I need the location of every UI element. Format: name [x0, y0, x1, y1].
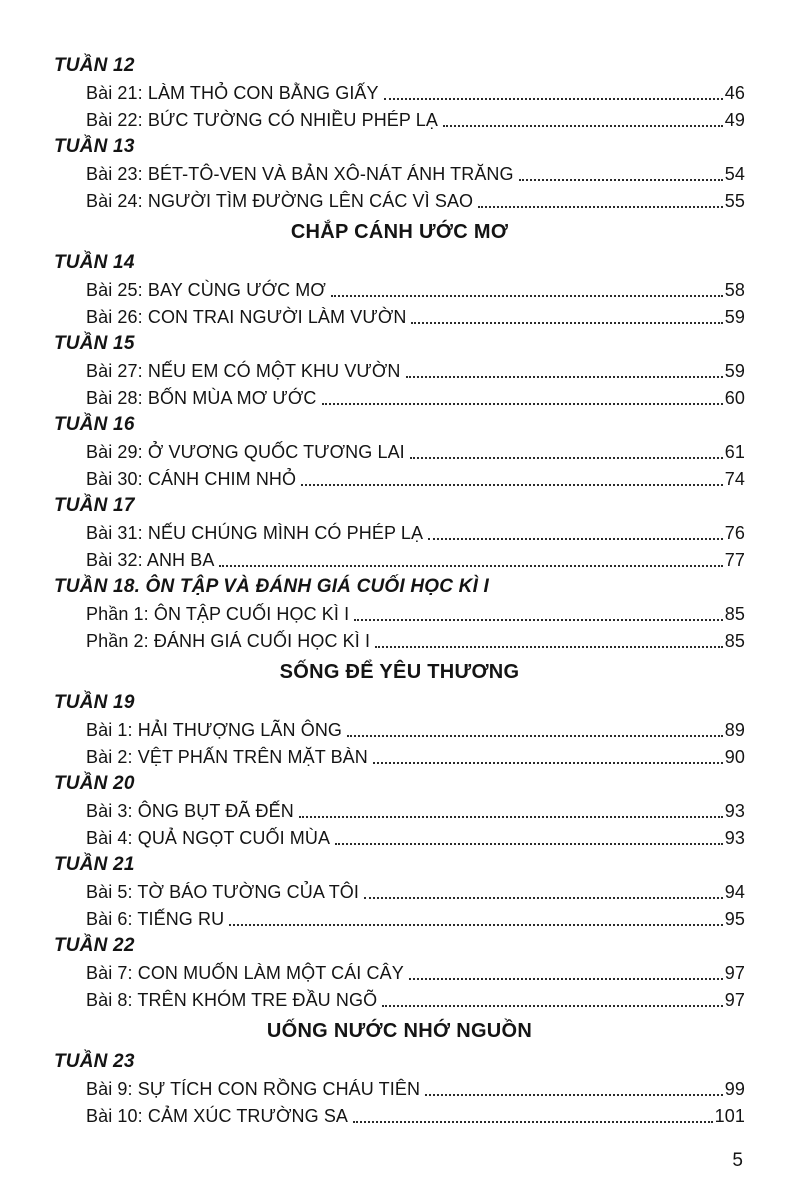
toc-entry [86, 191, 745, 211]
dot-leader [299, 816, 723, 818]
week-heading: TUẦN 17 [54, 495, 135, 516]
entry-title: Bài 25: BAY CÙNG ƯỚC MƠ [86, 280, 326, 300]
toc-entry [86, 83, 745, 103]
entry-title: Bài 31: NẾU CHÚNG MÌNH CÓ PHÉP LẠ [86, 523, 424, 543]
entry-page-number: 77 [724, 550, 745, 570]
toc-entry [86, 720, 745, 740]
entry-title: Bài 27: NẾU EM CÓ MỘT KHU VƯỜN [86, 361, 401, 381]
entry-title: Bài 3: ÔNG BỤT ĐÃ ĐẾN [86, 801, 294, 821]
toc-entry [86, 550, 745, 570]
entry-page-number: 97 [724, 990, 745, 1010]
week-heading: TUẦN 20 [54, 773, 135, 794]
week-heading: TUẦN 15 [54, 333, 135, 354]
entry-page-number: 74 [724, 469, 745, 489]
section-heading: UỐNG NƯỚC NHỚ NGUỒN [266, 1020, 533, 1042]
dot-leader [347, 735, 723, 737]
toc-entry [86, 523, 745, 543]
dot-leader [335, 843, 723, 845]
toc-entry [86, 604, 745, 624]
entry-title: Bài 7: CON MUỐN LÀM MỘT CÁI CÂY [86, 963, 404, 983]
entry-page-number: 76 [724, 523, 745, 543]
entry-page-number: 55 [724, 191, 745, 211]
page-number: 5 [732, 1150, 743, 1171]
dot-leader [406, 376, 723, 378]
dot-leader [373, 762, 723, 764]
entry-page-number: 101 [714, 1106, 745, 1126]
entry-title: Bài 6: TIẾNG RU [86, 909, 225, 929]
section-heading: SỐNG ĐỂ YÊU THƯƠNG [279, 661, 520, 683]
entry-title: Bài 24: NGƯỜI TÌM ĐƯỜNG LÊN CÁC VÌ SAO [86, 191, 474, 211]
dot-leader [322, 403, 723, 405]
entry-title: Bài 2: VỆT PHẤN TRÊN MẶT BÀN [86, 747, 368, 767]
entry-title: Bài 4: QUẢ NGỌT CUỐI MÙA [86, 828, 331, 848]
dot-leader [478, 206, 723, 208]
entry-page-number: 94 [724, 882, 745, 902]
dot-leader [301, 484, 723, 486]
toc-entry [86, 801, 745, 821]
week-heading: TUẦN 12 [54, 55, 135, 76]
entry-title: Bài 21: LÀM THỎ CON BẰNG GIẤY [86, 83, 379, 103]
entry-page-number: 61 [724, 442, 745, 462]
entry-page-number: 49 [724, 110, 745, 130]
week-heading: TUẦN 19 [54, 692, 135, 713]
entry-page-number: 90 [724, 747, 745, 767]
entry-title: Bài 30: CÁNH CHIM NHỎ [86, 469, 297, 489]
toc-entry [86, 110, 745, 130]
entry-title: Bài 5: TỜ BÁO TƯỜNG CỦA TÔI [86, 882, 360, 902]
toc-entry [86, 1106, 745, 1126]
entry-page-number: 59 [724, 307, 745, 327]
entry-title: Bài 28: BỐN MÙA MƠ ƯỚC [86, 388, 317, 408]
dot-leader [519, 179, 723, 181]
dot-leader [375, 646, 723, 648]
entry-title: Phần 1: ÔN TẬP CUỐI HỌC KÌ I [86, 604, 350, 624]
entry-title: Bài 10: CẢM XÚC TRƯỜNG SA [86, 1106, 349, 1126]
dot-leader [353, 1121, 713, 1123]
entry-page-number: 97 [724, 963, 745, 983]
toc-entry [86, 990, 745, 1010]
week-heading: TUẦN 21 [54, 854, 135, 875]
toc-entry [86, 361, 745, 381]
dot-leader [354, 619, 723, 621]
week-heading: TUẦN 16 [54, 414, 135, 435]
entry-title: Bài 29: Ở VƯƠNG QUỐC TƯƠNG LAI [86, 442, 405, 462]
week-heading: TUẦN 23 [54, 1051, 135, 1072]
section-heading: CHẮP CÁNH ƯỚC MƠ [290, 221, 509, 243]
dot-leader [382, 1005, 723, 1007]
entry-title: Bài 9: SỰ TÍCH CON RỒNG CHÁU TIÊN [86, 1079, 421, 1099]
entry-page-number: 85 [724, 631, 745, 651]
entry-page-number: 59 [724, 361, 745, 381]
entry-title: Bài 26: CON TRAI NGƯỜI LÀM VƯỜN [86, 307, 407, 327]
toc-entry [86, 963, 745, 983]
table-of-contents [54, 56, 745, 1126]
entry-page-number: 95 [724, 909, 745, 929]
week-heading: TUẦN 14 [54, 252, 135, 273]
dot-leader [425, 1094, 723, 1096]
entry-page-number: 60 [724, 388, 745, 408]
entry-page-number: 85 [724, 604, 745, 624]
entry-page-number: 93 [724, 828, 745, 848]
dot-leader [428, 538, 723, 540]
week-heading: TUẦN 18. ÔN TẬP VÀ ĐÁNH GIÁ CUỐI HỌC KÌ I [54, 576, 490, 597]
toc-entry [86, 882, 745, 902]
dot-leader [410, 457, 723, 459]
entry-title: Bài 32: ANH BA [86, 550, 215, 570]
entry-title: Bài 1: HẢI THƯỢNG LÃN ÔNG [86, 720, 343, 740]
entry-page-number: 58 [724, 280, 745, 300]
dot-leader [443, 125, 723, 127]
dot-leader [331, 295, 723, 297]
entry-title: Bài 8: TRÊN KHÓM TRE ĐẦU NGÕ [86, 990, 378, 1010]
toc-entry [86, 747, 745, 767]
entry-title: Phần 2: ĐÁNH GIÁ CUỐI HỌC KÌ I [86, 631, 371, 651]
dot-leader [229, 924, 723, 926]
toc-entry [86, 164, 745, 184]
entry-title: Bài 22: BỨC TƯỜNG CÓ NHIỀU PHÉP LẠ [86, 110, 439, 130]
entry-page-number: 54 [724, 164, 745, 184]
toc-entry [86, 631, 745, 651]
toc-entry [86, 280, 745, 300]
dot-leader [384, 98, 723, 100]
dot-leader [364, 897, 723, 899]
entry-title: Bài 23: BÉT-TÔ-VEN VÀ BẢN XÔ-NÁT ÁNH TRĂNG [86, 164, 514, 184]
entry-page-number: 99 [724, 1079, 745, 1099]
dot-leader [219, 565, 722, 567]
week-heading: TUẦN 22 [54, 935, 135, 956]
entry-page-number: 46 [724, 83, 745, 103]
dot-leader [411, 322, 722, 324]
toc-entry [86, 388, 745, 408]
entry-page-number: 93 [724, 801, 745, 821]
week-heading: TUẦN 13 [54, 136, 135, 157]
toc-entry [86, 1079, 745, 1099]
dot-leader [409, 978, 723, 980]
toc-entry [86, 469, 745, 489]
toc-entry [86, 442, 745, 462]
toc-entry [86, 307, 745, 327]
entry-page-number: 89 [724, 720, 745, 740]
toc-entry [86, 909, 745, 929]
toc-entry [86, 828, 745, 848]
